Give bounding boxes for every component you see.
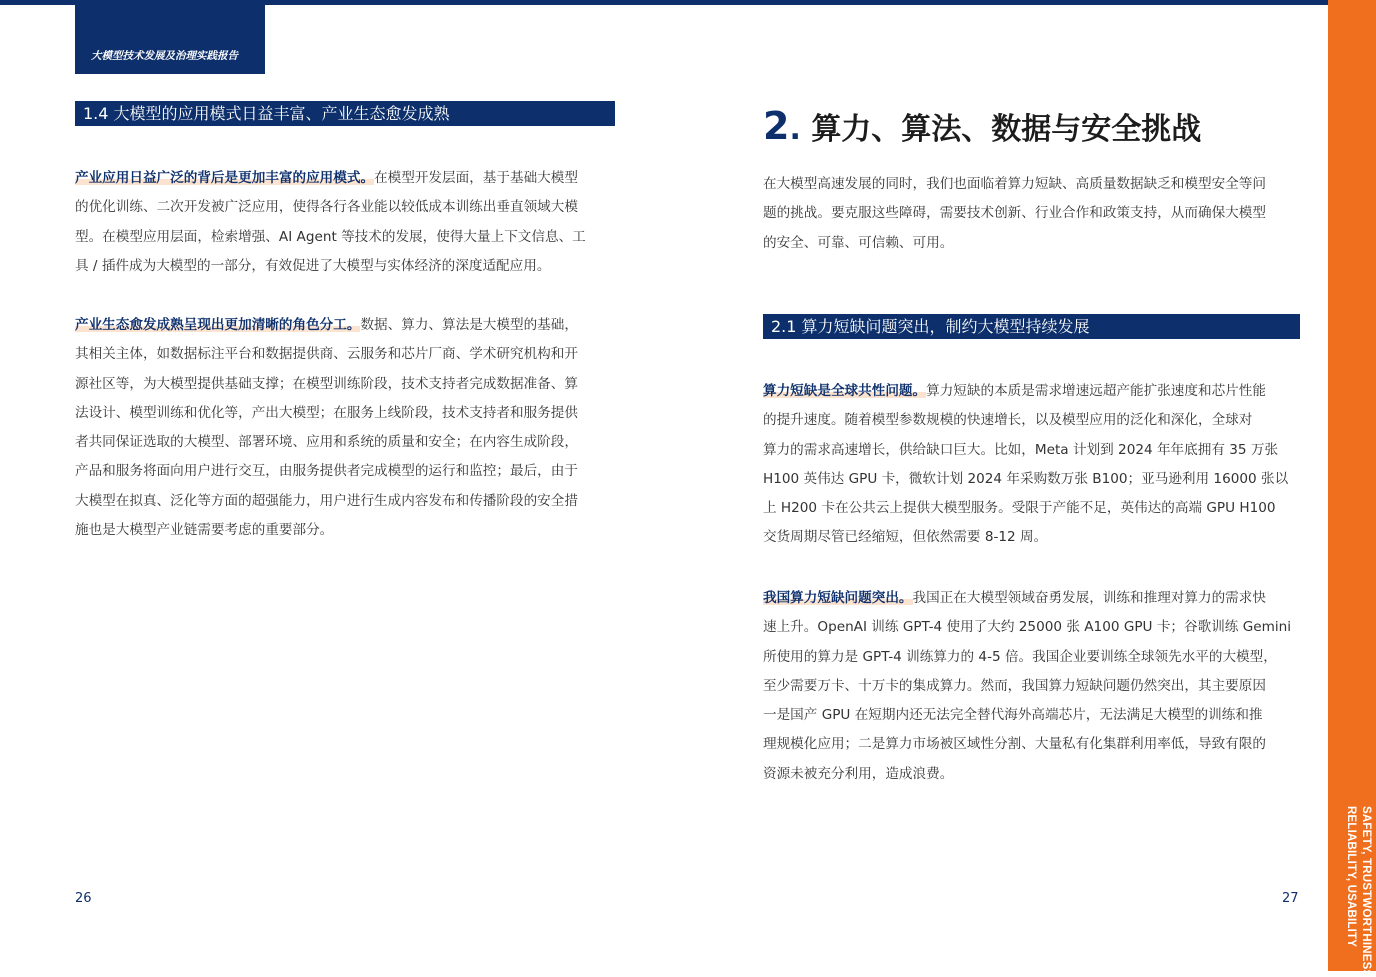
paragraph-line [763, 584, 1300, 613]
paragraph-text: 在模型开发层面，基于基础大模型 [374, 170, 578, 186]
chapter-heading [763, 103, 1201, 149]
paragraph-line: 算力的需求高速增长，供给缺口巨大。比如，Meta 计划到 2024 年年底拥有 35 万张 [763, 441, 1279, 458]
paragraph-line: 至少需要万卡、十万卡的集成算力。然而，我国算力短缺问题仍然突出，其主要原因 [763, 677, 1266, 694]
paragraph-line: 交货周期尽管已经缩短，但依然需要 8-12 周。 [763, 529, 1048, 546]
paragraph-line: 在大模型高速发展的同时，我们也面临着算力短缺、高质量数据缺乏和模型安全等问 [763, 176, 1266, 192]
paragraph-lead: 产业生态愈发成熟呈现出更加清晰的角色分工。 [75, 317, 361, 333]
chapter-title: 算力、算法、数据与安全挑战 [811, 112, 1202, 147]
paragraph-line: 型。在模型应用层面，检索增强、AI Agent 等技术的发展，使得大量上下文信息、工 [75, 228, 586, 245]
right-paragraph-1 [763, 377, 1300, 553]
paragraph-line: 者共同保证选取的大模型、部署环境、应用和系统的质量和安全；在内容生成阶段， [75, 434, 578, 451]
right-paragraph-2 [763, 584, 1300, 789]
paragraph-line: 的优化训练、二次开发被广泛应用，使得各行各业能以较低成本训练出垂直领域大模 [75, 199, 578, 216]
paragraph-line: 的安全、可靠、可信赖、可用。 [763, 234, 954, 251]
side-tagline [1333, 806, 1373, 977]
report-title: 大模型技术发展及治理实践报告 [91, 50, 238, 62]
paragraph-line: 大模型在拟真、泛化等方面的超强能力，用户进行生成内容发布和传播阶段的安全措 [75, 492, 578, 509]
paragraph-lead: 产业应用日益广泛的背后是更加丰富的应用模式。 [75, 170, 375, 186]
page-number-right: 27 [1282, 891, 1299, 906]
paragraph-line: 理规模化应用；二是算力市场被区域性分割、大量私有化集群利用率低，导致有限的 [763, 736, 1266, 753]
paragraph-lead: 我国算力短缺问题突出。 [763, 590, 913, 606]
paragraph-text: 数据、算力、算法是大模型的基础， [360, 317, 578, 333]
report-header-tab [75, 0, 265, 74]
chapter-number: 2 [763, 104, 790, 148]
left-paragraph-2 [75, 311, 615, 545]
paragraph-line: 施也是大模型产业链需要考虑的重要部分。 [75, 522, 334, 539]
paragraph-text: 我国正在大模型领域奋勇发展，训练和推理对算力的需求快 [912, 590, 1266, 606]
left-paragraph-1 [75, 164, 615, 281]
paragraph-line: 法设计、模型训练和优化等，产出大模型；在服务上线阶段，技术支持者和服务提供 [75, 404, 578, 421]
paragraph-line: 具 / 插件成为大模型的一部分，有效促进了大模型与实体经济的深度适配应用。 [75, 257, 551, 274]
paragraph-lead: 算力短缺是全球共性问题。 [763, 383, 927, 399]
paragraph-line: 所使用的算力是 GPT-4 训练算力的 4-5 倍。我国企业要训练全球领先水平的大模型， [763, 648, 1277, 665]
page-number-left: 26 [75, 891, 92, 906]
paragraph-line [763, 377, 1300, 406]
paragraph-line: 题的挑战。要克服这些障碍，需要技术创新、行业合作和政策支持，从而确保大模型 [763, 205, 1266, 222]
section-heading-1-4: 1.4 大模型的应用模式日益丰富、产业生态愈发成熟 [75, 101, 615, 126]
paragraph-text: 算力短缺的本质是需求增速远超产能扩张速度和芯片性能 [926, 383, 1266, 399]
chapter-intro [763, 170, 1300, 258]
paragraph-line [75, 311, 615, 340]
paragraph-line: H100 英伟达 GPU 卡，微软计划 2024 年采购数万张 B100；亚马逊利用 16000 张以 [763, 470, 1289, 487]
section-heading-2-1: 2.1 算力短缺问题突出，制约大模型持续发展 [763, 314, 1300, 339]
paragraph-line: 资源未被充分利用，造成浪费。 [763, 765, 954, 782]
paragraph-line: 的提升速度。随着模型参数规模的快速增长，以及模型应用的泛化和深化，全球对 [763, 412, 1253, 429]
paragraph-line: 其相关主体，如数据标注平台和数据提供商、云服务和芯片厂商、学术研究机构和开 [75, 346, 578, 363]
chapter-dot: . [789, 112, 801, 147]
paragraph-line: 速上升。OpenAI 训练 GPT-4 使用了大约 25000 张 A100 GPU 卡；谷歌训练 Gemini [763, 619, 1292, 636]
side-tagline-line1: SAFETY, TRUSTWORTHINESS [1360, 806, 1372, 977]
paragraph-line: 源社区等，为大模型提供基础支撑；在模型训练阶段，技术支持者完成数据准备、算 [75, 375, 578, 392]
paragraph-line: 上 H200 卡在公共云上提供大模型服务。受限于产能不足，英伟达的高端 GPU H100 [763, 500, 1276, 517]
paragraph-line: 一是国产 GPU 在短期内还无法完全替代海外高端芯片，无法满足大模型的训练和推 [763, 707, 1263, 724]
paragraph-line: 产品和服务将面向用户进行交互，由服务提供者完成模型的运行和监控；最后，由于 [75, 463, 578, 480]
paragraph-line [75, 164, 615, 193]
side-tagline-line2: RELIABILITY, USABILITY [1345, 806, 1357, 948]
